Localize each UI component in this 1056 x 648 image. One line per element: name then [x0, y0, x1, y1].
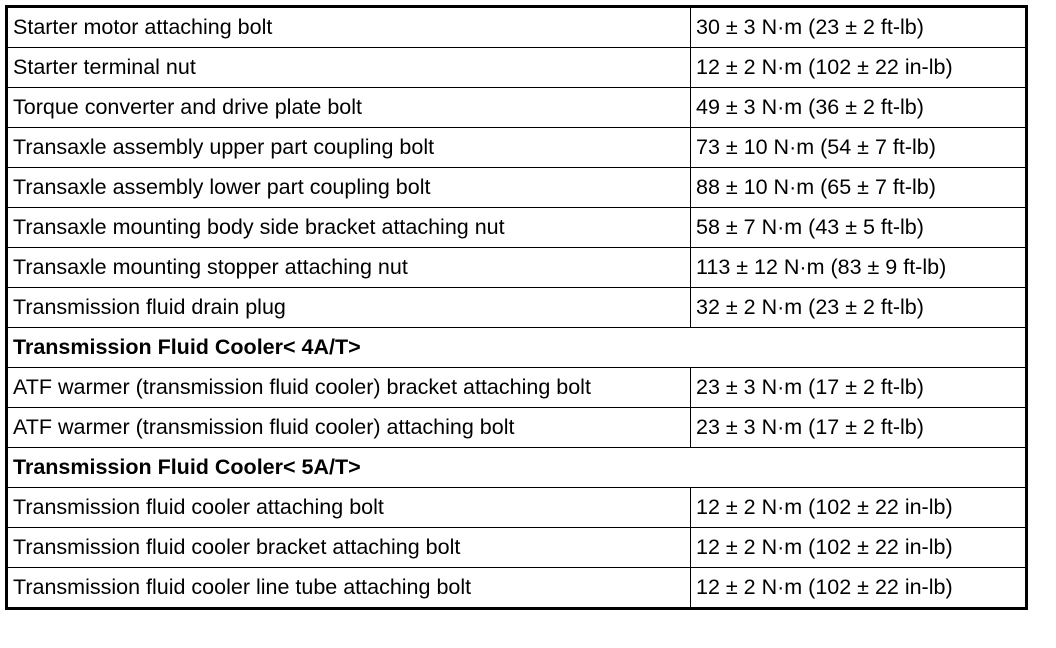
torque-value-cell: 88 ± 10 N·m (65 ± 7 ft-lb) [691, 168, 1027, 208]
section-header-5at: Transmission Fluid Cooler< 5A/T> [7, 448, 1027, 488]
table-row [7, 248, 1027, 288]
torque-value-cell: 23 ± 3 N·m (17 ± 2 ft-lb) [691, 408, 1027, 448]
table-row [7, 128, 1027, 168]
table-row [7, 48, 1027, 88]
torque-value-cell: 12 ± 2 N·m (102 ± 22 in-lb) [691, 48, 1027, 88]
item-name-cell: Transaxle mounting stopper attaching nut [7, 248, 691, 288]
item-name-cell: ATF warmer (transmission fluid cooler) bracket attaching bolt [7, 368, 691, 408]
item-name-cell: Transaxle assembly lower part coupling bolt [7, 168, 691, 208]
item-name-cell: Transmission fluid cooler line tube attaching bolt [7, 568, 691, 609]
table-row [7, 7, 1027, 48]
section-header-row [7, 328, 1027, 368]
table-row [7, 568, 1027, 609]
table-row [7, 168, 1027, 208]
table-row [7, 368, 1027, 408]
torque-value-cell: 12 ± 2 N·m (102 ± 22 in-lb) [691, 488, 1027, 528]
torque-spec-table [5, 5, 1028, 610]
torque-spec-table-body [7, 7, 1027, 609]
item-name-cell: Transaxle mounting body side bracket attaching nut [7, 208, 691, 248]
torque-value-cell: 49 ± 3 N·m (36 ± 2 ft-lb) [691, 88, 1027, 128]
item-name-cell: Torque converter and drive plate bolt [7, 88, 691, 128]
item-name-cell: Transaxle assembly upper part coupling bolt [7, 128, 691, 168]
item-name-cell: Transmission fluid drain plug [7, 288, 691, 328]
torque-value-cell: 32 ± 2 N·m (23 ± 2 ft-lb) [691, 288, 1027, 328]
item-name-cell: ATF warmer (transmission fluid cooler) attaching bolt [7, 408, 691, 448]
torque-value-cell: 30 ± 3 N·m (23 ± 2 ft-lb) [691, 7, 1027, 48]
torque-value-cell: 73 ± 10 N·m (54 ± 7 ft-lb) [691, 128, 1027, 168]
table-row [7, 488, 1027, 528]
item-name-cell: Transmission fluid cooler attaching bolt [7, 488, 691, 528]
item-name-cell: Starter terminal nut [7, 48, 691, 88]
torque-value-cell: 12 ± 2 N·m (102 ± 22 in-lb) [691, 528, 1027, 568]
section-header-row [7, 448, 1027, 488]
torque-value-cell: 12 ± 2 N·m (102 ± 22 in-lb) [691, 568, 1027, 609]
item-name-cell: Transmission fluid cooler bracket attaching bolt [7, 528, 691, 568]
item-name-cell: Starter motor attaching bolt [7, 7, 691, 48]
table-row [7, 408, 1027, 448]
table-row [7, 88, 1027, 128]
section-header-4at: Transmission Fluid Cooler< 4A/T> [7, 328, 1027, 368]
table-row [7, 288, 1027, 328]
table-row [7, 528, 1027, 568]
table-row [7, 208, 1027, 248]
torque-value-cell: 58 ± 7 N·m (43 ± 5 ft-lb) [691, 208, 1027, 248]
torque-value-cell: 23 ± 3 N·m (17 ± 2 ft-lb) [691, 368, 1027, 408]
torque-value-cell: 113 ± 12 N·m (83 ± 9 ft-lb) [691, 248, 1027, 288]
